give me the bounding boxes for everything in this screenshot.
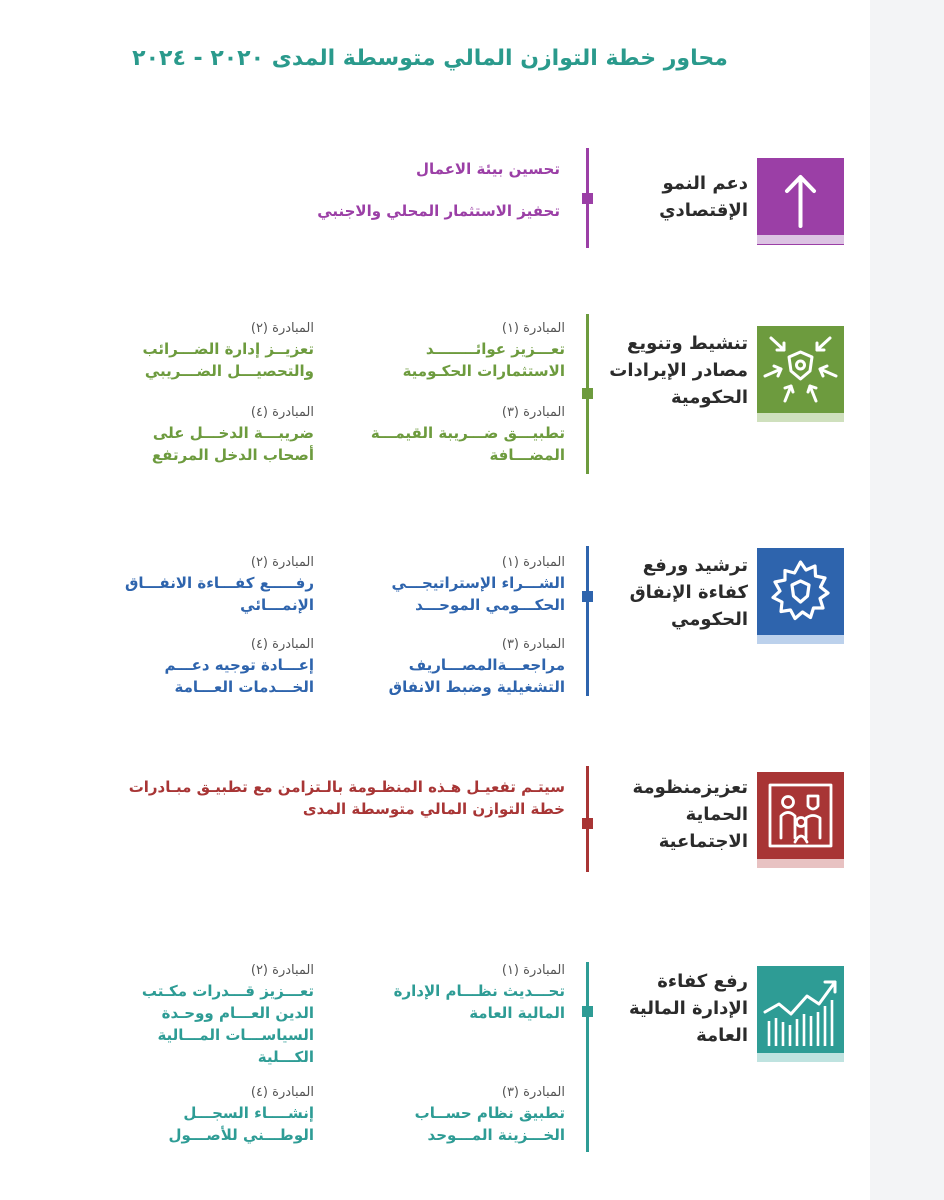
icon-underline [757,1053,844,1062]
growth-chart-icon [757,966,844,1053]
section-label-revenue: تنشيط وتنويع مصادر الإيرادات الحكومية [609,333,748,408]
initiative-number: (٤) [250,405,268,420]
initiative-block [110,636,314,698]
initiative-block [100,404,314,466]
initiative-text: إنشــــاء السجـــل الوطـــني للأصـــول [168,1104,314,1144]
initiative-number: (٢) [250,555,268,570]
initiative-block [345,320,565,382]
gear-shield-icon [757,548,844,635]
initiative-label: المبادرة [272,321,314,336]
section-marker [582,388,593,399]
initiative-block [130,962,314,1068]
initiative-text: تطبيـــق ضـــريبة القيمـــة المضـــافة [370,424,565,464]
initiative-block [100,320,314,382]
initiative-text: تعـــزيز قـــدرات مكـتب الدين العـــام ووحـدة السياســـات المـــالية الكـــلية [141,982,314,1066]
initiative-label: المبادرة [272,1085,314,1100]
family-icon [757,772,844,859]
initiative-text: مراجعـــةالمصـــاريف التشغيلية وضبط الانفاق [388,656,565,696]
initiative-number: (٣) [501,405,519,420]
shield-arrows-icon [757,326,844,413]
growth-item-1: تحسين بيئة الاعمال [415,160,560,178]
icon-underline [757,413,844,422]
section-divider [586,546,589,696]
initiative-block [130,1084,314,1146]
initiative-block [345,636,565,698]
initiative-label: المبادرة [272,963,314,978]
section-label-pfm: رفع كفاءة الإدارة المالية العامة [628,971,748,1046]
initiative-block [345,1084,565,1146]
section-marker [582,591,593,602]
initiative-number: (١) [501,555,519,570]
icon-underline [757,635,844,644]
growth-item-2: تحفيز الاستثمار المحلي والاجنبي [317,202,560,220]
right-margin-strip [870,0,944,1200]
initiative-label: المبادرة [272,555,314,570]
initiative-text: تعـــزيز عوائــــــــد الاستثمارات الحكـومية [402,340,565,380]
page-title: محاور خطة التوازن المالي متوسطة المدى ٢٠٢٠ - ٢٠٢٤ [132,46,728,71]
section-marker [582,193,593,204]
initiative-label: المبادرة [272,637,314,652]
initiative-block [110,554,314,616]
up-arrow-icon [757,158,844,245]
initiative-number: (٣) [501,1085,519,1100]
initiative-number: (٣) [501,637,519,652]
initiative-number: (١) [501,963,519,978]
initiative-text: إعـــادة توجيه دعـــم الخـــدمات العـــامة [164,656,314,696]
initiative-label: المبادرة [523,963,565,978]
initiative-block [345,554,565,616]
section-label-spending: ترشيد ورفع كفاءة الإنفاق الحكومي [629,555,748,630]
initiative-number: (١) [501,321,519,336]
initiative-text: الشـــراء الإستراتيجـــي الحكـــومي الموحـــد [391,574,565,614]
section-marker [582,1006,593,1017]
initiative-label: المبادرة [523,637,565,652]
icon-underline [757,235,844,244]
initiative-text: تطبيق نظام حســاب الخـــزينة المـــوحد [414,1104,565,1144]
initiative-number: (٤) [250,637,268,652]
icon-underline [757,859,844,868]
initiative-number: (٢) [250,963,268,978]
initiative-label: المبادرة [523,321,565,336]
section-label-social: تعزيزمنظومة الحماية الاجتماعية [632,777,748,852]
initiative-text: تعزيــز إدارة الضـــرائب والتحصيـــل الضـــريبي [142,340,314,380]
social-text: سيتـم تفعيـل هـذه المنظـومة بالـتزامن مع تطبيـق مبـادرات خطة التوازن المالي متوسطة المدى [128,778,565,818]
section-divider [586,962,589,1152]
initiative-block [345,962,565,1024]
initiative-block [345,404,565,466]
section-marker [582,818,593,829]
initiative-text: ضريبـــة الدخـــل على أصحاب الدخل المرتفع [151,424,314,464]
initiative-number: (٤) [250,1085,268,1100]
initiative-text: تحـــديث نظـــام الإدارة المالية العامة [393,982,565,1022]
section-label-growth: دعم النمو الإقتصادي [659,173,748,221]
initiative-label: المبادرة [272,405,314,420]
initiative-number: (٢) [250,321,268,336]
initiative-text: رفـــــع كفـــاءة الانفـــاق الإنمـــائي [124,574,314,614]
initiative-label: المبادرة [523,405,565,420]
initiative-label: المبادرة [523,1085,565,1100]
initiative-label: المبادرة [523,555,565,570]
